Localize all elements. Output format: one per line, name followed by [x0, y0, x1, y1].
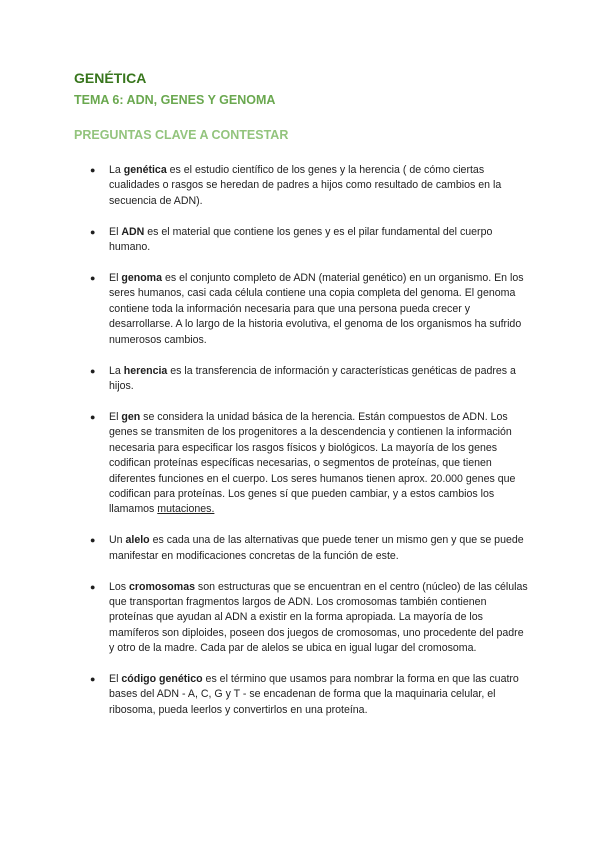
item-text: son estructuras que se encuentran en el centro (núcleo) de las células que transportan fragmentos largos de ADN. Los cromosomas también contienen proteínas que ayudan al ADN a existir en la forma apropiada. La mayoría de los mamíferos son diploides, poseen dos juegos de cromosomas, uno procedente del padre y otro de la madre. Cada par de alelos se ubica en igual lugar del cromosoma.: [109, 580, 528, 655]
item-prefix: El: [109, 410, 122, 423]
definition-list: [0, 163, 600, 734]
list-item-herencia: [0, 364, 600, 395]
item-term: cromosomas: [129, 580, 195, 593]
list-item-genetica: [0, 163, 600, 209]
bullet-icon: ●: [90, 273, 96, 284]
bullet-icon: ●: [90, 165, 96, 175]
list-item-cromosomas: [0, 580, 600, 657]
doc-title: GENÉTICA: [74, 70, 147, 86]
item-text: es el conjunto completo de ADN (material genético) en un organismo. En los seres humanos, casi cada célula contiene una copia completa del genoma. El genoma contiene toda la información necesaria para que una persona pueda crecer y desarrollarse. A lo largo de la historia evolutiva, el genoma de los organismos ha sufrido numerosos cambios.: [109, 272, 524, 346]
item-term: alelo: [125, 534, 150, 547]
item-prefix: La: [109, 364, 124, 377]
item-term: código genético: [121, 673, 203, 686]
bullet-icon: ●: [90, 411, 96, 422]
item-term: ADN: [121, 225, 145, 238]
item-prefix: Los: [109, 580, 130, 593]
item-text: es cada una de las alternativas que puede tener un mismo gen y que se puede manifestar en modificaciones concretas de la función de este.: [109, 534, 524, 562]
item-prefix: El: [109, 272, 122, 285]
item-prefix: La: [109, 164, 124, 176]
section-heading: PREGUNTAS CLAVE A CONTESTAR: [74, 128, 289, 142]
mutaciones-link[interactable]: mutaciones.: [157, 503, 215, 516]
item-term: herencia: [123, 364, 168, 377]
bullet-icon: ●: [90, 226, 96, 237]
item-text: es el estudio científico de los genes y la herencia ( de cómo ciertas cualidades o rasgos se heredan de padres a hijos como resultado de cambios en la secuencia de ADN).: [109, 164, 502, 207]
item-prefix: Un: [109, 534, 126, 547]
doc-subtitle: TEMA 6: ADN, GENES Y GENOMA: [74, 93, 276, 107]
item-text: se considera la unidad básica de la herencia. Están compuestos de ADN. Los genes se transmiten de los progenitores a la descendencia y contienen la información necesaria para especificar los rasgos físicos y biológicos. La mayoría de los genes codifican proteínas específicas necesarias, o segmentos de proteínas, que tienen diferentes funciones en el cuerpo. Los seres humanos tienen aprox. 20.000 genes que codifican para proteínas. Los genes sí que pueden cambiar, y a estos cambios los llamamos: [109, 410, 516, 516]
item-text: es la transferencia de información y características genéticas de padres a hijos.: [109, 364, 516, 392]
list-item-gen: [0, 410, 600, 518]
item-term: genética: [123, 164, 167, 176]
bullet-icon: ●: [90, 535, 96, 546]
item-text: es el término que usamos para nombrar la forma en que las cuatro bases del ADN - A, C, G y T - se encadenan de forma que la maquinaria celular, el ribosoma, pueda leerlos y convertirlos en una proteína.: [109, 673, 519, 716]
bullet-icon: ●: [90, 581, 96, 592]
bullet-icon: ●: [90, 365, 96, 376]
item-text: es el material que contiene los genes y es el pilar fundamental del cuerpo humano.: [109, 225, 493, 254]
list-item-genoma: [0, 271, 600, 348]
item-term: gen: [121, 410, 141, 423]
item-prefix: El: [109, 673, 122, 686]
list-item-alelo: [0, 533, 600, 564]
bullet-icon: ●: [90, 674, 96, 685]
list-item-adn: [0, 225, 600, 256]
list-item-codigo-genetico: [0, 672, 600, 718]
item-prefix: El: [109, 225, 122, 238]
item-term: genoma: [121, 272, 162, 285]
